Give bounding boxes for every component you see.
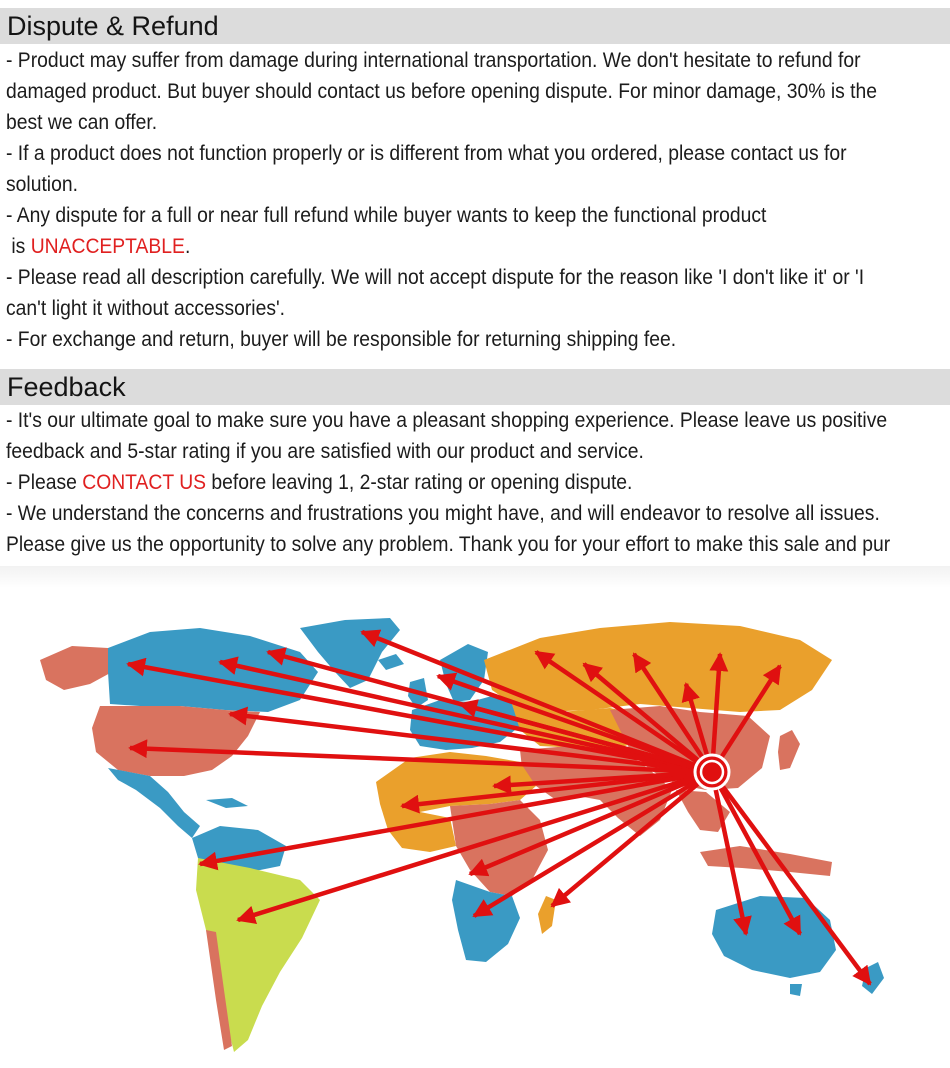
contact-suffix: before leaving 1, 2-star rating or opening dispute. (206, 471, 633, 494)
dispute-line-3: best we can offer. (6, 111, 158, 134)
feedback-line-2: feedback and 5-star rating if you are satisfied with our product and service. (6, 440, 644, 463)
contact-prefix: - Please (6, 471, 83, 494)
canada-shape (108, 628, 318, 712)
unacceptable-text: UNACCEPTABLE (30, 235, 185, 258)
unacceptable-prefix: is (6, 235, 31, 258)
feedback-heading: Feedback (0, 369, 950, 405)
contact-us-text: CONTACT US (82, 471, 207, 494)
world-map-illustration (0, 590, 950, 1068)
feedback-line-4: - We understand the concerns and frustrations you might have, and will endeavor to resolve all issues. (6, 502, 880, 525)
dispute-line-8: - Please read all description carefully. We will not accept dispute for the reason like 'I don't like it' or 'I (6, 266, 865, 289)
feedback-line-1: - It's our ultimate goal to make sure you have a pleasant shopping experience. Please leave us positive (6, 409, 888, 432)
section-divider-fade (0, 566, 950, 588)
madagascar-shape (538, 896, 556, 934)
alaska-shape (40, 646, 112, 690)
dispute-line-1: - Product may suffer from damage during international transportation. We don't hesitate to refund for (6, 49, 861, 72)
feedback-line-5: Please give us the opportunity to solve any problem. Thank you for your effort to make this sale and pur (6, 533, 891, 556)
dispute-line-9: can't light it without accessories'. (6, 297, 286, 320)
dispute-line-5: solution. (6, 173, 78, 196)
feedback-line-3 (6, 467, 632, 498)
tasmania-shape (790, 984, 802, 996)
dispute-line-10: - For exchange and return, buyer will be responsible for returning shipping fee. (6, 328, 677, 351)
mexico-shape (108, 768, 200, 838)
japan-shape (778, 730, 800, 770)
dispute-line-6: - Any dispute for a full or near full refund while buyer wants to keep the functional product (6, 204, 767, 227)
dispute-line-2: damaged product. But buyer should contact us before opening dispute. For minor damage, 30% is the (6, 80, 878, 103)
iceland-shape (378, 654, 404, 670)
dispute-line-7 (6, 231, 190, 262)
australia-shape (712, 896, 836, 978)
unacceptable-suffix: . (184, 235, 191, 258)
dispute-refund-heading: Dispute & Refund (0, 8, 950, 44)
caribbean-shape (206, 798, 248, 808)
dispute-line-4: - If a product does not function properly or is different from what you ordered, please contact us for (6, 142, 847, 165)
greenland-shape (300, 618, 400, 688)
